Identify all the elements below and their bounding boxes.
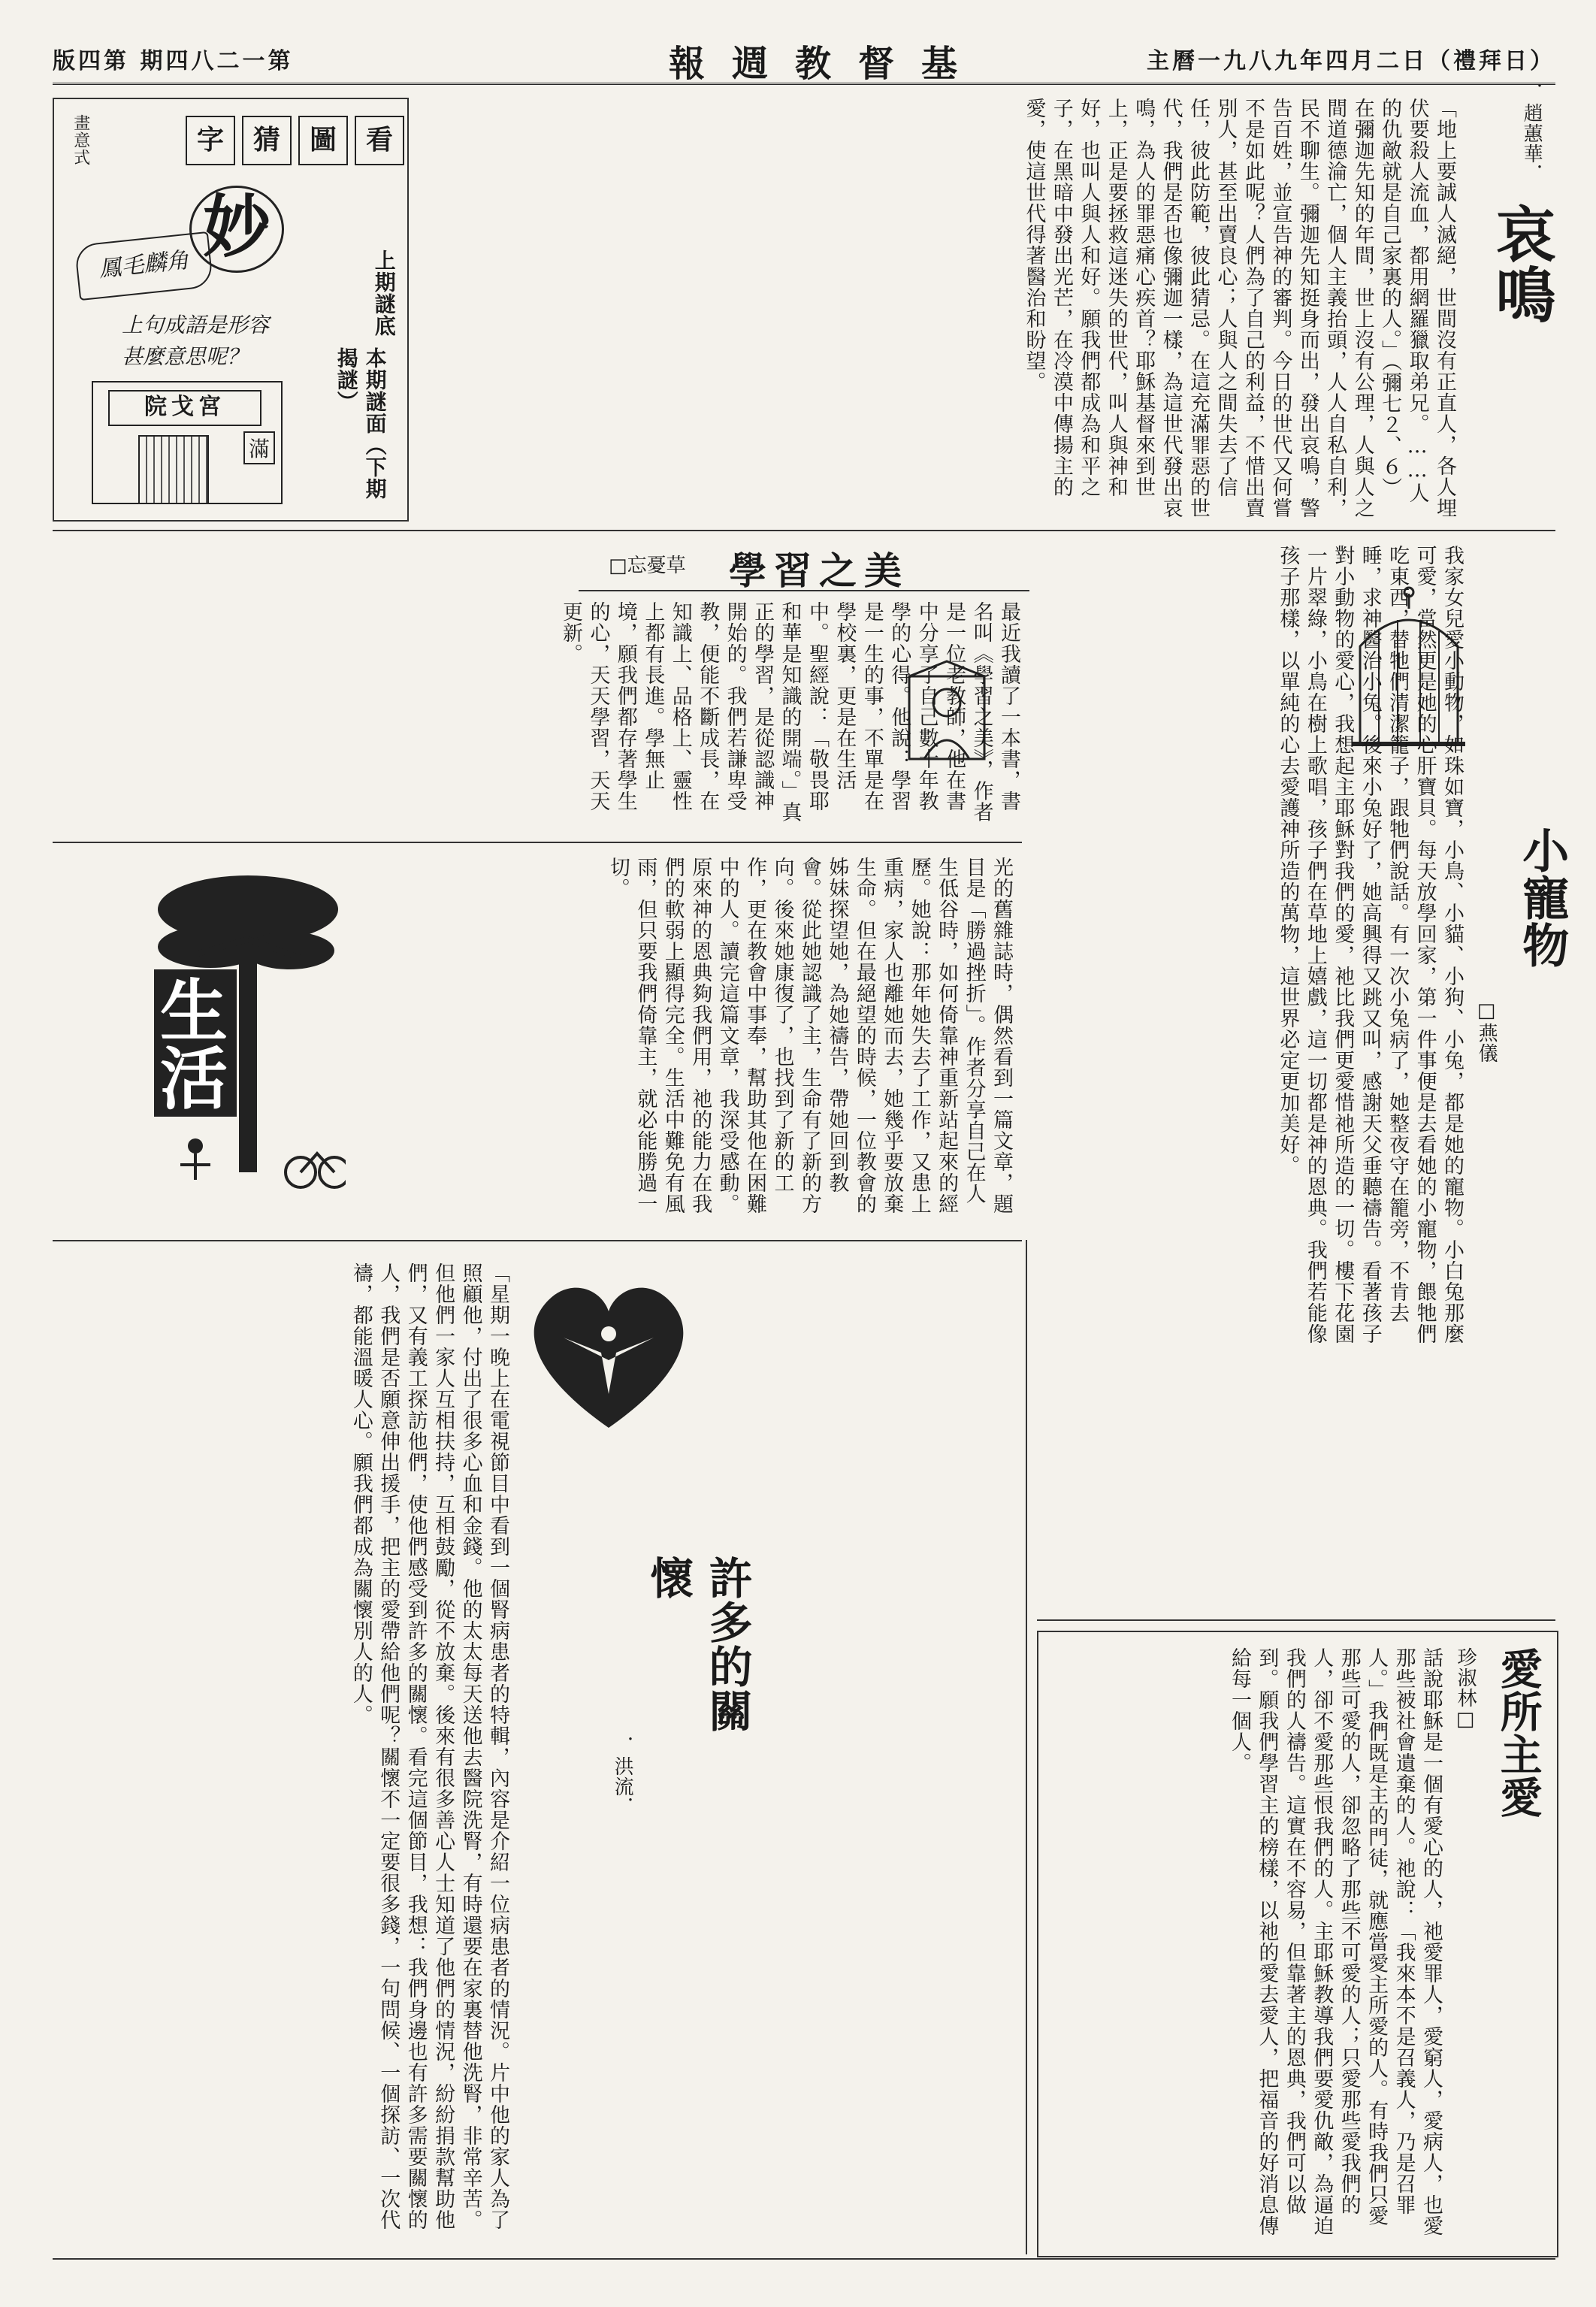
page-number-label: 版四第 期四八二一第	[53, 48, 294, 74]
riddle-section	[53, 98, 409, 522]
riddle-tag-cell-1: 看	[355, 116, 404, 165]
riddle-tag-cell-4: 字	[186, 116, 235, 165]
care-author: ．洪流．	[611, 1736, 634, 1817]
learning-title-rule	[579, 590, 1029, 591]
riddle-building-sign-2: 滿	[243, 431, 275, 464]
riddle-big-char: 妙	[189, 186, 284, 273]
riddle-question: 上句成語是形容甚麼意思呢？	[122, 313, 270, 369]
issue-date: 主曆一九八九年四月二日（禮拜日）	[1147, 48, 1555, 74]
riddle-this-question-label: 本期謎面（下期揭謎）	[334, 347, 388, 500]
bottom-page-rule	[53, 2258, 1555, 2260]
pet-author: □燕儀	[1475, 999, 1498, 1063]
riddle-scroll	[74, 231, 214, 301]
riddle-tag-cell-2: 圖	[298, 116, 348, 165]
lament-body: 「地上要誠人滅絕，世間沒有正直人，各人埋伏要殺人流血，都用網羅獵取弟兄。……人的仇敵就是自己家裏的人。」（彌七２、６）在彌迦先知的年間，世上沒有公理，人與人之間道德淪亡，個人主義抬頭，人人自私自利，民不聊生。彌迦先知挺身而出，發出哀鳴，警告百姓，並宣告神的審判。今日的世代又何嘗不是如此呢？人們為了自己的利益，不惜出賣別人，甚至出賣良心；人與人之間失去了信任，彼此防範，彼此猜忌。在這充滿罪惡的世代，我們是否也像彌迦一樣，為這世代發出哀鳴，為人的罪惡痛心疾首？耶穌基督來到世上，正是要拯救這迷失的世代，叫人與神和好，也叫人與人和好。願我們都成為和平之子，在黑暗中發出光芒，在冷漠中傳揚主的愛，使這世代得著醫治和盼望。	[1022, 98, 1456, 519]
riddle-tag-cell-3: 猜	[242, 116, 292, 165]
middle-divider	[53, 1240, 1022, 1241]
life-body: 光的舊雜誌時，偶然看到一篇文章，題目是「勝過挫折」。作者分享自己在人生低谷時，如何倚靠神重新站起來的經歷。她說：那年她失去了工作，又患上重病，家人也離她而去，她幾乎要放棄生命。但在最絕望的時候，一位教會的姊妹探望她，為她禱告，帶她回到教會。從此她認識了主，生命有了新的方向。後來她康復了，也找到了新的工作，更在教會中事奉，幫助其他在困難中的人。讀完這篇文章，我深受感動。原來神的恩典夠我們用，祂的能力在我們的軟弱上顯得完全。生活中難免有風雨，但只要我們倚靠主，就必能勝過一切。	[606, 857, 1013, 1214]
learning-title: 學習之美	[729, 549, 909, 593]
life-label: 生活	[154, 969, 237, 1117]
pet-body: 我家女兒愛小動物，如珠如寶，小鳥、小貓、小狗、小兔，都是她的寵物。小白兔那麼可愛，當然更是她的心肝寶貝。每天放學回家，第一件事便是去看她的小寵物，餵牠們吃東西，替牠們清潔籠子，跟牠們說話。有一次小兔病了，她整夜守在籠旁，不肯去睡，求神醫治小兔。後來小兔好了，她高興得又跳又叫，感謝天父垂聽禱告。看著孩子對小動物的愛心，我想起主耶穌對我們的愛，祂比我們更愛惜祂所造的一切。樓下花園一片翠綠，小鳥在樹上歌唱，孩子們在草地上嬉戲，這一切都是神的恩典。我們若能像孩子那樣，以單純的心去愛護神所造的萬物，這世界必定更加美好。	[1276, 545, 1464, 1344]
lament-author: ．趙蕙華．	[1520, 83, 1543, 184]
riddle-scroll-text: 鳳毛麟角	[97, 246, 190, 283]
newspaper-title: 報週教督基	[669, 43, 985, 85]
dove-illustration	[518, 1262, 699, 1443]
pet-love-divider	[1037, 1619, 1555, 1621]
love-author: 珍淑林□	[1454, 1647, 1477, 1731]
love-body: 話說耶穌是一個有愛心的人，祂愛罪人，愛窮人，愛病人，也愛那些被社會遺棄的人。祂說：「我來本不是召義人，乃是召罪人。」我們既是主的門徒，就應當愛主所愛的人。有時我們只愛那些可愛的人，卻忽略了那些不可愛的人；只愛那些愛我們的人，卻不愛那些恨我們的人。主耶穌教導我們要愛仇敵，為逼迫我們的人禱告。這實在不容易，但靠著主的恩典，我們可以做到。願我們學習主的榜樣，以祂的愛去愛人，把福音的好消息傳給每一個人。	[1227, 1647, 1443, 2236]
riddle-picture	[69, 186, 295, 509]
learning-author: □忘憂草	[609, 555, 686, 577]
dove-heart-icon	[518, 1262, 699, 1443]
riddle-building	[92, 381, 283, 504]
lament-title: 哀鳴	[1486, 203, 1556, 325]
care-title: 許多的關懷	[642, 1556, 753, 1733]
riddle-building-door	[138, 435, 209, 503]
learning-body: 最近我讀了一本書，書名叫《學習之美》，作者是一位老教師，他在書中分享了自己數十年教學的心得。他說：學習是一生的事，不單是在學校裏，更是在生活中。聖經說：「敬畏耶和華是知識的開端。」真正的學習，是從認識神開始的。我們若謙卑受教，便能不斷成長，在知識上、品格上、靈性上都有長進。學無止境，願我們都存著學生的心，天天學習，天天更新。	[559, 601, 1020, 823]
pet-title: 小寵物	[1514, 827, 1570, 969]
masthead	[53, 30, 1555, 85]
riddle-last-answer-label: 上期謎底	[371, 249, 397, 337]
tree-illustration	[150, 857, 346, 1202]
center-column-divider	[1026, 1240, 1027, 2254]
riddle-building-sign: 院戈宮	[108, 390, 261, 426]
love-section	[1037, 1631, 1558, 2257]
care-body: 「星期一晚上在電視節目中看到一個腎病患者的特輯，內容是介紹一位病患者的情況。片中他的家人為了照顧他，付出了很多心血和金錢。他的太太每天送他去醫院洗腎，有時還要在家裏替他洗腎，非常辛苦。但他們一家人互相扶持，互相鼓勵，從不放棄。後來有很多善心人士知道了他們的情況，紛紛捐款幫助他們，又有義工探訪他們，使他們感受到許多的關懷。看完這個節目，我想：我們身邊也有許多需要關懷的人，我們是否願意伸出援手，把主的愛帶給他們呢？關懷不一定要很多錢，一句問候、一個探訪、一次代禱，都能溫暖人心。願我們都成為關懷別人的人。	[349, 1262, 509, 2230]
love-title: 愛所主愛	[1493, 1647, 1543, 1819]
riddle-series-label: 畫意式	[71, 114, 90, 166]
top-row-divider	[53, 530, 1555, 531]
learning-bottom-rule	[53, 842, 1022, 843]
newspaper-page	[53, 30, 1570, 2254]
